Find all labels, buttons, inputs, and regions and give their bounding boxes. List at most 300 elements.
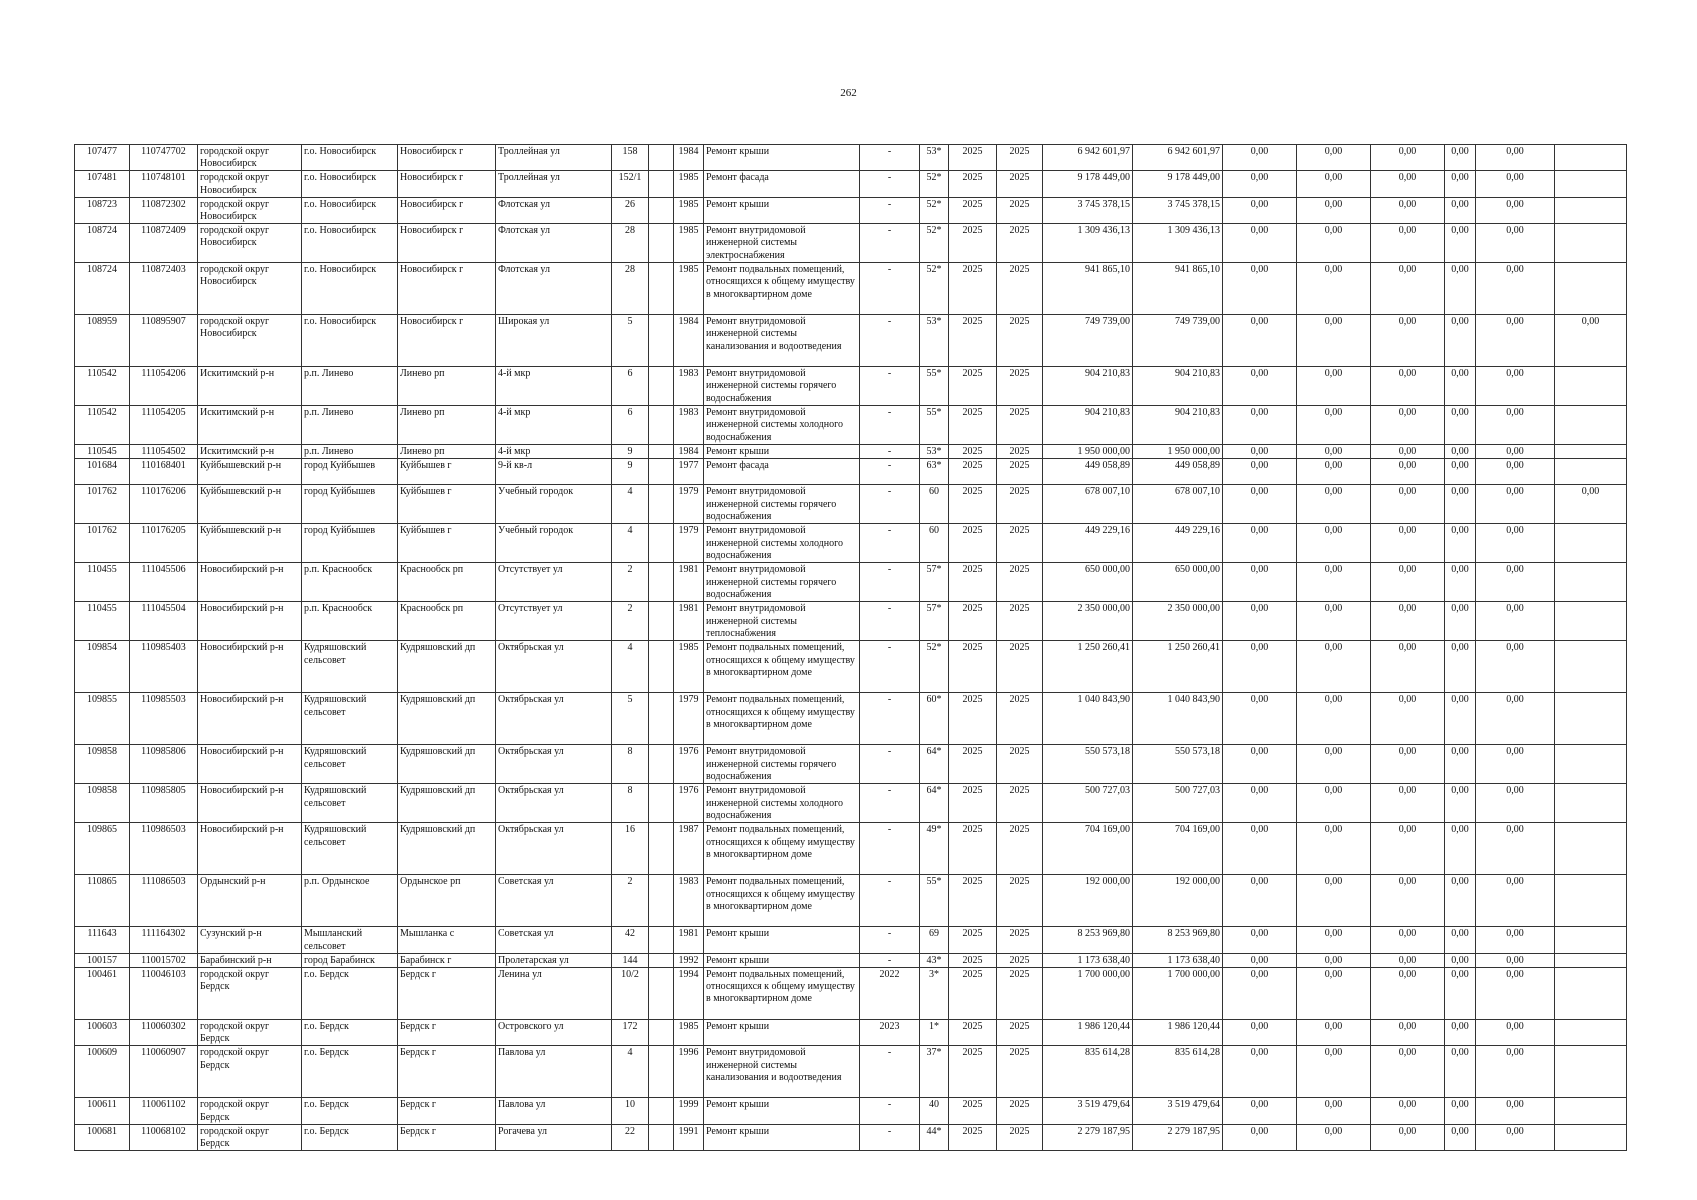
cell-other-cost-6 (1555, 224, 1627, 263)
cell-other-cost-6 (1555, 406, 1627, 445)
cell-street: Учебный городок (496, 524, 612, 563)
cell-wear: 55* (920, 367, 949, 406)
cell-settlement: р.п. Линево (302, 445, 398, 459)
table-row (75, 145, 1627, 171)
cell-other-cost-4: 0,00 (1445, 524, 1476, 563)
cell-other-cost-3: 0,00 (1371, 459, 1445, 485)
cell-building (649, 1098, 674, 1124)
cell-other-cost-5: 0,00 (1476, 563, 1555, 602)
cell-year-built: 1987 (674, 823, 704, 875)
cell-plan-start: 2025 (949, 784, 997, 823)
cell-fund-cost: 704 169,00 (1133, 823, 1223, 875)
cell-id: 110455 (75, 563, 130, 602)
cell-other-cost-6 (1555, 1046, 1627, 1098)
cell-house: 2 (612, 875, 649, 927)
cell-code: 110060907 (130, 1046, 198, 1098)
cell-fund-cost: 449 058,89 (1133, 459, 1223, 485)
cell-municipality: городской округ Бердск (198, 1046, 302, 1098)
cell-settlement: г.о. Новосибирск (302, 224, 398, 263)
cell-other-cost-6 (1555, 445, 1627, 459)
cell-total-cost: 1 309 436,13 (1043, 224, 1133, 263)
cell-building (649, 171, 674, 197)
cell-other-cost-6 (1555, 1124, 1627, 1150)
cell-fund-cost: 192 000,00 (1133, 875, 1223, 927)
cell-house: 26 (612, 197, 649, 223)
cell-work-type: Ремонт внутридомовой инженерной системы теплоснабжения (704, 602, 860, 641)
cell-other-cost-5: 0,00 (1476, 823, 1555, 875)
cell-fund-cost: 1 040 843,90 (1133, 693, 1223, 745)
cell-plan-start: 2025 (949, 315, 997, 367)
cell-plan-start: 2025 (949, 263, 997, 315)
cell-locality: Краснообск рп (398, 602, 496, 641)
cell-id: 110545 (75, 445, 130, 459)
cell-other-cost-6 (1555, 263, 1627, 315)
cell-id: 107477 (75, 145, 130, 171)
cell-year-built: 1976 (674, 745, 704, 784)
cell-fund-cost: 500 727,03 (1133, 784, 1223, 823)
cell-code: 110872403 (130, 263, 198, 315)
cell-last-repair-year: - (860, 927, 920, 953)
cell-other-cost-3: 0,00 (1371, 927, 1445, 953)
cell-municipality: Искитимский р-н (198, 406, 302, 445)
cell-other-cost-5: 0,00 (1476, 145, 1555, 171)
cell-last-repair-year: - (860, 745, 920, 784)
cell-house: 152/1 (612, 171, 649, 197)
cell-work-type: Ремонт внутридомовой инженерной системы горячего водоснабжения (704, 367, 860, 406)
cell-locality: Новосибирск г (398, 145, 496, 171)
cell-other-cost-5: 0,00 (1476, 406, 1555, 445)
cell-building (649, 406, 674, 445)
cell-other-cost-5: 0,00 (1476, 968, 1555, 1020)
cell-locality: Мышланка с (398, 927, 496, 953)
cell-other-cost-1: 0,00 (1223, 823, 1297, 875)
cell-other-cost-6 (1555, 367, 1627, 406)
cell-fund-cost: 835 614,28 (1133, 1046, 1223, 1098)
cell-street: Ленина ул (496, 968, 612, 1020)
cell-other-cost-6 (1555, 1098, 1627, 1124)
cell-other-cost-5: 0,00 (1476, 1124, 1555, 1150)
cell-other-cost-6 (1555, 145, 1627, 171)
cell-fund-cost: 1 950 000,00 (1133, 445, 1223, 459)
cell-settlement: г.о. Новосибирск (302, 263, 398, 315)
cell-street: 4-й мкр (496, 445, 612, 459)
cell-last-repair-year: - (860, 875, 920, 927)
cell-house: 22 (612, 1124, 649, 1150)
cell-settlement: г.о. Новосибирск (302, 315, 398, 367)
cell-other-cost-3: 0,00 (1371, 524, 1445, 563)
cell-other-cost-3: 0,00 (1371, 1098, 1445, 1124)
cell-street: Павлова ул (496, 1098, 612, 1124)
cell-fund-cost: 1 986 120,44 (1133, 1020, 1223, 1046)
cell-year-built: 1985 (674, 1020, 704, 1046)
cell-other-cost-5: 0,00 (1476, 1098, 1555, 1124)
cell-code: 110747702 (130, 145, 198, 171)
cell-plan-end: 2025 (997, 263, 1043, 315)
cell-total-cost: 2 350 000,00 (1043, 602, 1133, 641)
cell-house: 144 (612, 953, 649, 967)
cell-other-cost-6 (1555, 641, 1627, 693)
cell-code: 110985806 (130, 745, 198, 784)
cell-municipality: Новосибирский р-н (198, 784, 302, 823)
table-row (75, 485, 1627, 524)
cell-last-repair-year: - (860, 1098, 920, 1124)
cell-other-cost-1: 0,00 (1223, 563, 1297, 602)
cell-wear: 52* (920, 171, 949, 197)
cell-locality: Барабинск г (398, 953, 496, 967)
cell-other-cost-4: 0,00 (1445, 145, 1476, 171)
cell-plan-end: 2025 (997, 875, 1043, 927)
cell-work-type: Ремонт фасада (704, 171, 860, 197)
cell-street: 4-й мкр (496, 367, 612, 406)
cell-other-cost-4: 0,00 (1445, 875, 1476, 927)
cell-wear: 52* (920, 197, 949, 223)
cell-other-cost-3: 0,00 (1371, 145, 1445, 171)
cell-other-cost-5: 0,00 (1476, 524, 1555, 563)
cell-settlement: Кудряшовский сельсовет (302, 823, 398, 875)
cell-building (649, 968, 674, 1020)
cell-year-built: 1985 (674, 197, 704, 223)
cell-building (649, 1046, 674, 1098)
cell-code: 110068102 (130, 1124, 198, 1150)
cell-other-cost-4: 0,00 (1445, 406, 1476, 445)
cell-plan-start: 2025 (949, 1046, 997, 1098)
cell-id: 100681 (75, 1124, 130, 1150)
cell-municipality: Куйбышевский р-н (198, 524, 302, 563)
cell-total-cost: 904 210,83 (1043, 367, 1133, 406)
cell-other-cost-2: 0,00 (1297, 927, 1371, 953)
cell-last-repair-year: 2022 (860, 968, 920, 1020)
cell-other-cost-2: 0,00 (1297, 563, 1371, 602)
cell-other-cost-4: 0,00 (1445, 445, 1476, 459)
cell-work-type: Ремонт подвальных помещений, относящихся к общему имуществу в многоквартирном доме (704, 263, 860, 315)
cell-fund-cost: 8 253 969,80 (1133, 927, 1223, 953)
cell-other-cost-6 (1555, 823, 1627, 875)
cell-other-cost-3: 0,00 (1371, 197, 1445, 223)
cell-street: Широкая ул (496, 315, 612, 367)
cell-other-cost-1: 0,00 (1223, 1046, 1297, 1098)
cell-other-cost-1: 0,00 (1223, 784, 1297, 823)
cell-building (649, 1020, 674, 1046)
cell-house: 8 (612, 745, 649, 784)
cell-id: 109855 (75, 693, 130, 745)
cell-work-type: Ремонт внутридомовой инженерной системы горячего водоснабжения (704, 563, 860, 602)
cell-other-cost-6 (1555, 953, 1627, 967)
cell-other-cost-2: 0,00 (1297, 445, 1371, 459)
cell-settlement: Кудряшовский сельсовет (302, 693, 398, 745)
cell-other-cost-2: 0,00 (1297, 367, 1371, 406)
cell-last-repair-year: - (860, 602, 920, 641)
cell-street: Учебный городок (496, 485, 612, 524)
cell-street: Октябрьская ул (496, 745, 612, 784)
cell-last-repair-year: - (860, 406, 920, 445)
cell-fund-cost: 904 210,83 (1133, 367, 1223, 406)
cell-plan-end: 2025 (997, 745, 1043, 784)
cell-plan-start: 2025 (949, 171, 997, 197)
cell-fund-cost: 2 279 187,95 (1133, 1124, 1223, 1150)
cell-street: 9-й кв-л (496, 459, 612, 485)
cell-work-type: Ремонт внутридомовой инженерной системы холодного водоснабжения (704, 784, 860, 823)
cell-fund-cost: 3 519 479,64 (1133, 1098, 1223, 1124)
cell-plan-start: 2025 (949, 927, 997, 953)
cell-other-cost-4: 0,00 (1445, 263, 1476, 315)
cell-house: 5 (612, 693, 649, 745)
cell-fund-cost: 3 745 378,15 (1133, 197, 1223, 223)
cell-other-cost-2: 0,00 (1297, 1124, 1371, 1150)
cell-plan-start: 2025 (949, 1124, 997, 1150)
table-row (75, 602, 1627, 641)
cell-wear: 57* (920, 563, 949, 602)
cell-municipality: городской округ Новосибирск (198, 224, 302, 263)
cell-other-cost-6 (1555, 563, 1627, 602)
cell-total-cost: 500 727,03 (1043, 784, 1133, 823)
cell-settlement: Кудряшовский сельсовет (302, 641, 398, 693)
cell-other-cost-5: 0,00 (1476, 459, 1555, 485)
cell-code: 110046103 (130, 968, 198, 1020)
cell-plan-start: 2025 (949, 968, 997, 1020)
cell-plan-end: 2025 (997, 693, 1043, 745)
cell-fund-cost: 749 739,00 (1133, 315, 1223, 367)
cell-work-type: Ремонт внутридомовой инженерной системы электроснабжения (704, 224, 860, 263)
cell-year-built: 1981 (674, 563, 704, 602)
cell-other-cost-2: 0,00 (1297, 968, 1371, 1020)
cell-year-built: 1977 (674, 459, 704, 485)
cell-other-cost-2: 0,00 (1297, 224, 1371, 263)
cell-wear: 60 (920, 485, 949, 524)
cell-wear: 1* (920, 1020, 949, 1046)
cell-house: 5 (612, 315, 649, 367)
cell-fund-cost: 9 178 449,00 (1133, 171, 1223, 197)
cell-locality: Линево рп (398, 406, 496, 445)
cell-building (649, 224, 674, 263)
cell-id: 100157 (75, 953, 130, 967)
cell-work-type: Ремонт крыши (704, 953, 860, 967)
cell-plan-end: 2025 (997, 1020, 1043, 1046)
cell-wear: 69 (920, 927, 949, 953)
cell-last-repair-year: - (860, 485, 920, 524)
cell-other-cost-6 (1555, 927, 1627, 953)
table-row (75, 563, 1627, 602)
cell-total-cost: 1 950 000,00 (1043, 445, 1133, 459)
cell-other-cost-5: 0,00 (1476, 224, 1555, 263)
cell-settlement: р.п. Линево (302, 406, 398, 445)
cell-last-repair-year: - (860, 171, 920, 197)
cell-other-cost-5: 0,00 (1476, 745, 1555, 784)
cell-other-cost-4: 0,00 (1445, 197, 1476, 223)
cell-locality: Кудряшовский дп (398, 641, 496, 693)
cell-other-cost-3: 0,00 (1371, 563, 1445, 602)
cell-municipality: городской округ Новосибирск (198, 315, 302, 367)
cell-code: 110985503 (130, 693, 198, 745)
cell-total-cost: 1 250 260,41 (1043, 641, 1133, 693)
cell-house: 42 (612, 927, 649, 953)
cell-work-type: Ремонт внутридомовой инженерной системы горячего водоснабжения (704, 745, 860, 784)
cell-year-built: 1983 (674, 406, 704, 445)
cell-settlement: г.о. Бердск (302, 1124, 398, 1150)
cell-plan-end: 2025 (997, 1046, 1043, 1098)
cell-year-built: 1992 (674, 953, 704, 967)
cell-municipality: городской округ Новосибирск (198, 263, 302, 315)
cell-other-cost-1: 0,00 (1223, 1098, 1297, 1124)
cell-other-cost-1: 0,00 (1223, 197, 1297, 223)
cell-work-type: Ремонт крыши (704, 1020, 860, 1046)
cell-fund-cost: 1 173 638,40 (1133, 953, 1223, 967)
cell-street: Островского ул (496, 1020, 612, 1046)
cell-other-cost-2: 0,00 (1297, 1046, 1371, 1098)
cell-house: 6 (612, 406, 649, 445)
table-row (75, 968, 1627, 1020)
cell-other-cost-1: 0,00 (1223, 641, 1297, 693)
cell-wear: 64* (920, 745, 949, 784)
cell-other-cost-5: 0,00 (1476, 784, 1555, 823)
cell-other-cost-4: 0,00 (1445, 459, 1476, 485)
table-row (75, 1124, 1627, 1150)
cell-settlement: г.о. Новосибирск (302, 171, 398, 197)
cell-other-cost-4: 0,00 (1445, 171, 1476, 197)
cell-year-built: 1985 (674, 171, 704, 197)
cell-plan-end: 2025 (997, 563, 1043, 602)
cell-other-cost-3: 0,00 (1371, 602, 1445, 641)
cell-building (649, 485, 674, 524)
cell-code: 111054502 (130, 445, 198, 459)
cell-other-cost-1: 0,00 (1223, 875, 1297, 927)
cell-code: 110060302 (130, 1020, 198, 1046)
cell-other-cost-3: 0,00 (1371, 784, 1445, 823)
cell-municipality: Барабинский р-н (198, 953, 302, 967)
cell-work-type: Ремонт подвальных помещений, относящихся к общему имуществу в многоквартирном доме (704, 641, 860, 693)
cell-other-cost-6 (1555, 784, 1627, 823)
cell-total-cost: 449 229,16 (1043, 524, 1133, 563)
cell-plan-end: 2025 (997, 224, 1043, 263)
table-row (75, 315, 1627, 367)
cell-other-cost-2: 0,00 (1297, 953, 1371, 967)
cell-street: Флотская ул (496, 224, 612, 263)
cell-id: 109858 (75, 784, 130, 823)
cell-other-cost-1: 0,00 (1223, 968, 1297, 1020)
cell-other-cost-2: 0,00 (1297, 145, 1371, 171)
cell-fund-cost: 1 309 436,13 (1133, 224, 1223, 263)
cell-settlement: г.о. Новосибирск (302, 197, 398, 223)
table-body (75, 145, 1627, 1151)
cell-plan-start: 2025 (949, 823, 997, 875)
cell-building (649, 445, 674, 459)
cell-municipality: городской округ Бердск (198, 1020, 302, 1046)
cell-other-cost-3: 0,00 (1371, 263, 1445, 315)
table-row (75, 445, 1627, 459)
cell-other-cost-6 (1555, 745, 1627, 784)
table-row (75, 263, 1627, 315)
cell-plan-end: 2025 (997, 823, 1043, 875)
cell-plan-end: 2025 (997, 406, 1043, 445)
cell-municipality: городской округ Новосибирск (198, 197, 302, 223)
cell-municipality: городской округ Новосибирск (198, 171, 302, 197)
cell-locality: Новосибирск г (398, 224, 496, 263)
cell-other-cost-4: 0,00 (1445, 1124, 1476, 1150)
cell-plan-end: 2025 (997, 927, 1043, 953)
table-row (75, 1020, 1627, 1046)
cell-settlement: г.о. Бердск (302, 968, 398, 1020)
cell-other-cost-5: 0,00 (1476, 875, 1555, 927)
cell-work-type: Ремонт крыши (704, 1124, 860, 1150)
cell-year-built: 1991 (674, 1124, 704, 1150)
cell-plan-end: 2025 (997, 641, 1043, 693)
cell-id: 108723 (75, 197, 130, 223)
cell-other-cost-3: 0,00 (1371, 1124, 1445, 1150)
cell-plan-end: 2025 (997, 602, 1043, 641)
cell-code: 111045504 (130, 602, 198, 641)
cell-last-repair-year: - (860, 1046, 920, 1098)
cell-other-cost-3: 0,00 (1371, 171, 1445, 197)
cell-plan-start: 2025 (949, 524, 997, 563)
cell-id: 108724 (75, 263, 130, 315)
cell-work-type: Ремонт крыши (704, 197, 860, 223)
cell-locality: Бердск г (398, 1124, 496, 1150)
cell-other-cost-2: 0,00 (1297, 315, 1371, 367)
cell-settlement: г.о. Бердск (302, 1098, 398, 1124)
cell-year-built: 1981 (674, 602, 704, 641)
cell-other-cost-6 (1555, 693, 1627, 745)
table-row (75, 875, 1627, 927)
cell-house: 9 (612, 445, 649, 459)
cell-total-cost: 650 000,00 (1043, 563, 1133, 602)
cell-other-cost-6 (1555, 602, 1627, 641)
table-row (75, 224, 1627, 263)
cell-code: 110748101 (130, 171, 198, 197)
cell-municipality: Куйбышевский р-н (198, 459, 302, 485)
cell-wear: 49* (920, 823, 949, 875)
cell-total-cost: 2 279 187,95 (1043, 1124, 1133, 1150)
cell-plan-end: 2025 (997, 968, 1043, 1020)
cell-house: 10/2 (612, 968, 649, 1020)
cell-other-cost-4: 0,00 (1445, 693, 1476, 745)
cell-other-cost-3: 0,00 (1371, 315, 1445, 367)
cell-other-cost-3: 0,00 (1371, 485, 1445, 524)
cell-street: Октябрьская ул (496, 823, 612, 875)
cell-locality: Новосибирск г (398, 315, 496, 367)
cell-locality: Бердск г (398, 968, 496, 1020)
cell-other-cost-4: 0,00 (1445, 641, 1476, 693)
cell-settlement: город Куйбышев (302, 459, 398, 485)
cell-plan-start: 2025 (949, 459, 997, 485)
cell-other-cost-4: 0,00 (1445, 1020, 1476, 1046)
table-row (75, 197, 1627, 223)
cell-wear: 44* (920, 1124, 949, 1150)
cell-total-cost: 1 700 000,00 (1043, 968, 1133, 1020)
cell-municipality: Новосибирский р-н (198, 823, 302, 875)
cell-municipality: городской округ Бердск (198, 1124, 302, 1150)
cell-other-cost-1: 0,00 (1223, 602, 1297, 641)
cell-settlement: р.п. Краснообск (302, 602, 398, 641)
cell-other-cost-4: 0,00 (1445, 953, 1476, 967)
cell-building (649, 459, 674, 485)
cell-other-cost-1: 0,00 (1223, 524, 1297, 563)
cell-total-cost: 1 040 843,90 (1043, 693, 1133, 745)
cell-municipality: Искитимский р-н (198, 367, 302, 406)
cell-plan-start: 2025 (949, 745, 997, 784)
cell-locality: Куйбышев г (398, 524, 496, 563)
cell-other-cost-3: 0,00 (1371, 968, 1445, 1020)
cell-house: 4 (612, 524, 649, 563)
cell-other-cost-4: 0,00 (1445, 602, 1476, 641)
cell-municipality: Искитимский р-н (198, 445, 302, 459)
cell-plan-start: 2025 (949, 641, 997, 693)
cell-code: 110176205 (130, 524, 198, 563)
cell-id: 110542 (75, 406, 130, 445)
cell-settlement: город Куйбышев (302, 524, 398, 563)
table-row (75, 953, 1627, 967)
cell-other-cost-6 (1555, 1020, 1627, 1046)
cell-wear: 3* (920, 968, 949, 1020)
cell-plan-end: 2025 (997, 315, 1043, 367)
